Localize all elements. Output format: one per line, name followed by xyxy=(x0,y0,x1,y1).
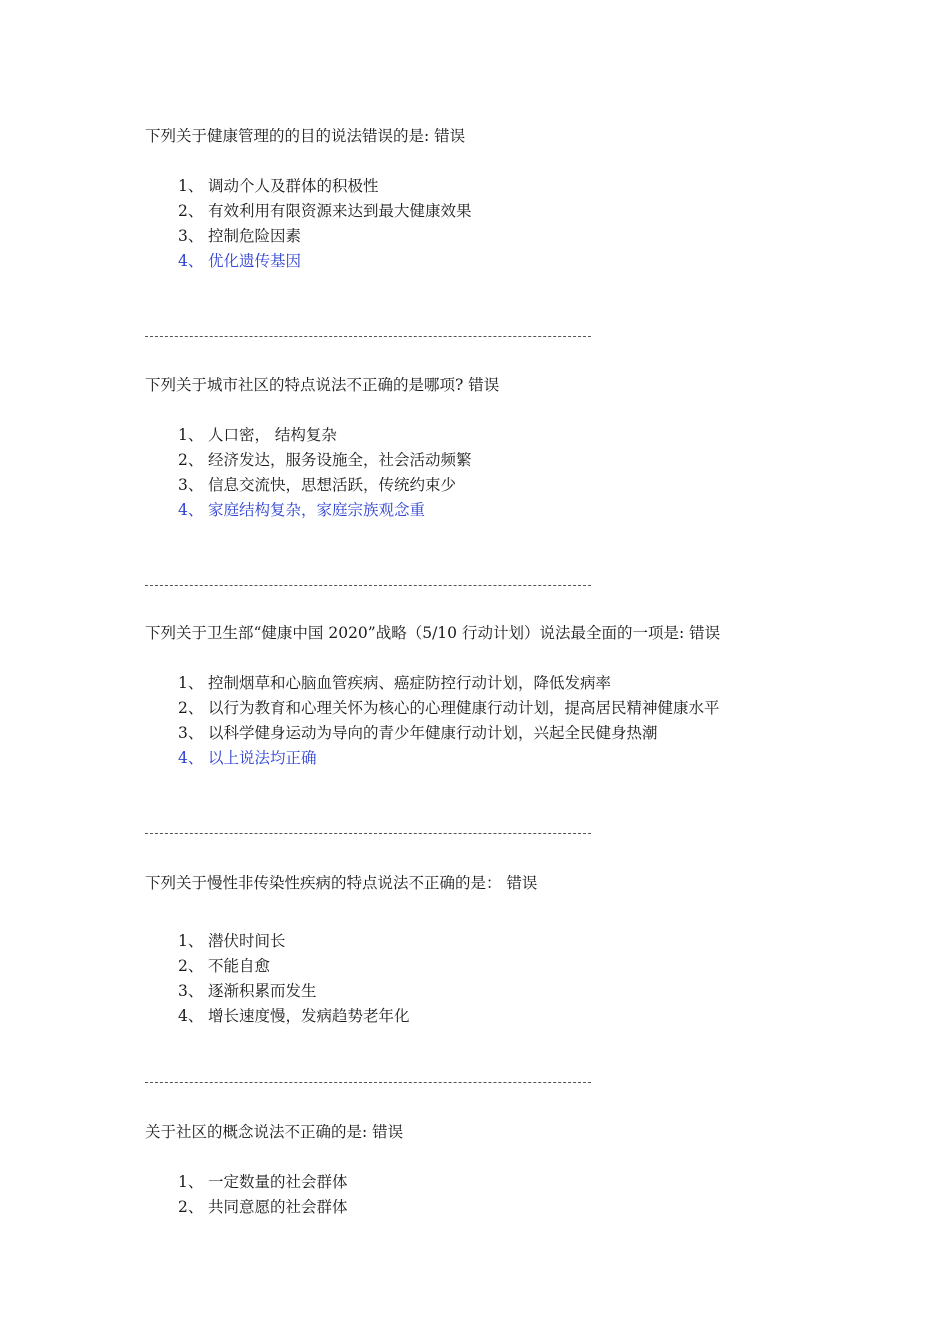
option-item-highlighted xyxy=(178,249,885,274)
option-text: 控制危险因素 xyxy=(208,227,302,245)
option-list xyxy=(145,174,885,274)
option-item xyxy=(178,174,885,199)
question-text: 下列关于健康管理的的目的说法错误的是: 错误 xyxy=(145,127,466,145)
question-block-4 xyxy=(145,871,885,1029)
option-item xyxy=(178,721,885,746)
question-text: 下列关于城市社区的特点说法不正确的是哪项? 错误 xyxy=(145,376,500,394)
option-text: 经济发达，服务设施全，社会活动频繁 xyxy=(208,451,472,469)
question-text: 下列关于卫生部“健康中国 2020”战略（5/10 行动计划）说法最全面的一项是: 错误 xyxy=(145,624,721,642)
option-number: 1、 xyxy=(178,426,204,444)
option-text: 共同意愿的社会群体 xyxy=(208,1198,348,1216)
question-text: 下列关于慢性非传染性疾病的特点说法不正确的是： 错误 xyxy=(145,874,538,892)
option-number: 2、 xyxy=(178,1198,204,1216)
option-number: 2、 xyxy=(178,202,204,220)
option-text: 调动个人及群体的积极性 xyxy=(208,177,379,195)
option-number: 1、 xyxy=(178,674,204,692)
option-text: 逐渐积累而发生 xyxy=(208,982,317,1000)
option-number: 4、 xyxy=(178,1007,204,1025)
option-item xyxy=(178,671,885,696)
option-number: 3、 xyxy=(178,476,204,494)
option-item xyxy=(178,929,885,954)
option-item xyxy=(178,1195,885,1220)
question-block-3 xyxy=(145,621,885,771)
option-text: 一定数量的社会群体 xyxy=(208,1173,348,1191)
option-number: 2、 xyxy=(178,957,204,975)
question-text: 关于社区的概念说法不正确的是: 错误 xyxy=(145,1123,404,1141)
divider-line xyxy=(145,833,591,834)
option-number: 4、 xyxy=(178,501,204,519)
option-item xyxy=(178,473,885,498)
option-text: 有效利用有限资源来达到最大健康效果 xyxy=(208,202,472,220)
option-item xyxy=(178,979,885,1004)
option-item xyxy=(178,448,885,473)
option-text: 增长速度慢，发病趋势老年化 xyxy=(208,1007,410,1025)
option-item xyxy=(178,1170,885,1195)
option-item xyxy=(178,954,885,979)
question-block-2 xyxy=(145,373,885,523)
option-text: 以上说法均正确 xyxy=(208,749,317,767)
option-item xyxy=(178,423,885,448)
option-text: 以行为教育和心理关怀为核心的心理健康行动计划，提高居民精神健康水平 xyxy=(208,699,720,717)
option-number: 1、 xyxy=(178,1173,204,1191)
option-number: 2、 xyxy=(178,699,204,717)
option-list xyxy=(145,929,885,1029)
option-number: 3、 xyxy=(178,982,204,1000)
option-text: 家庭结构复杂，家庭宗族观念重 xyxy=(208,501,426,519)
option-number: 2、 xyxy=(178,451,204,469)
question-block-1 xyxy=(145,124,885,274)
option-text: 不能自愈 xyxy=(208,957,271,975)
option-number: 3、 xyxy=(178,724,204,742)
option-number: 1、 xyxy=(178,932,204,950)
option-list xyxy=(145,1170,885,1220)
option-item-highlighted xyxy=(178,498,885,523)
option-text: 控制烟草和心脑血管疾病、癌症防控行动计划，降低发病率 xyxy=(208,674,612,692)
option-text: 人口密， 结构复杂 xyxy=(208,426,337,444)
option-text: 信息交流快，思想活跃，传统约束少 xyxy=(208,476,457,494)
option-number: 3、 xyxy=(178,227,204,245)
option-item-highlighted xyxy=(178,746,885,771)
option-number: 4、 xyxy=(178,749,204,767)
option-text: 潜伏时间长 xyxy=(208,932,286,950)
divider-line xyxy=(145,585,591,586)
option-item xyxy=(178,199,885,224)
option-item xyxy=(178,1004,885,1029)
option-item xyxy=(178,696,885,721)
option-number: 4、 xyxy=(178,252,204,270)
divider-line xyxy=(145,336,591,337)
option-text: 以科学健身运动为导向的青少年健康行动计划，兴起全民健身热潮 xyxy=(208,724,658,742)
option-text: 优化遗传基因 xyxy=(208,252,302,270)
option-item xyxy=(178,224,885,249)
option-number: 1、 xyxy=(178,177,204,195)
divider-line xyxy=(145,1082,591,1083)
option-list xyxy=(145,423,885,523)
option-list xyxy=(145,671,885,771)
question-block-5 xyxy=(145,1120,885,1220)
